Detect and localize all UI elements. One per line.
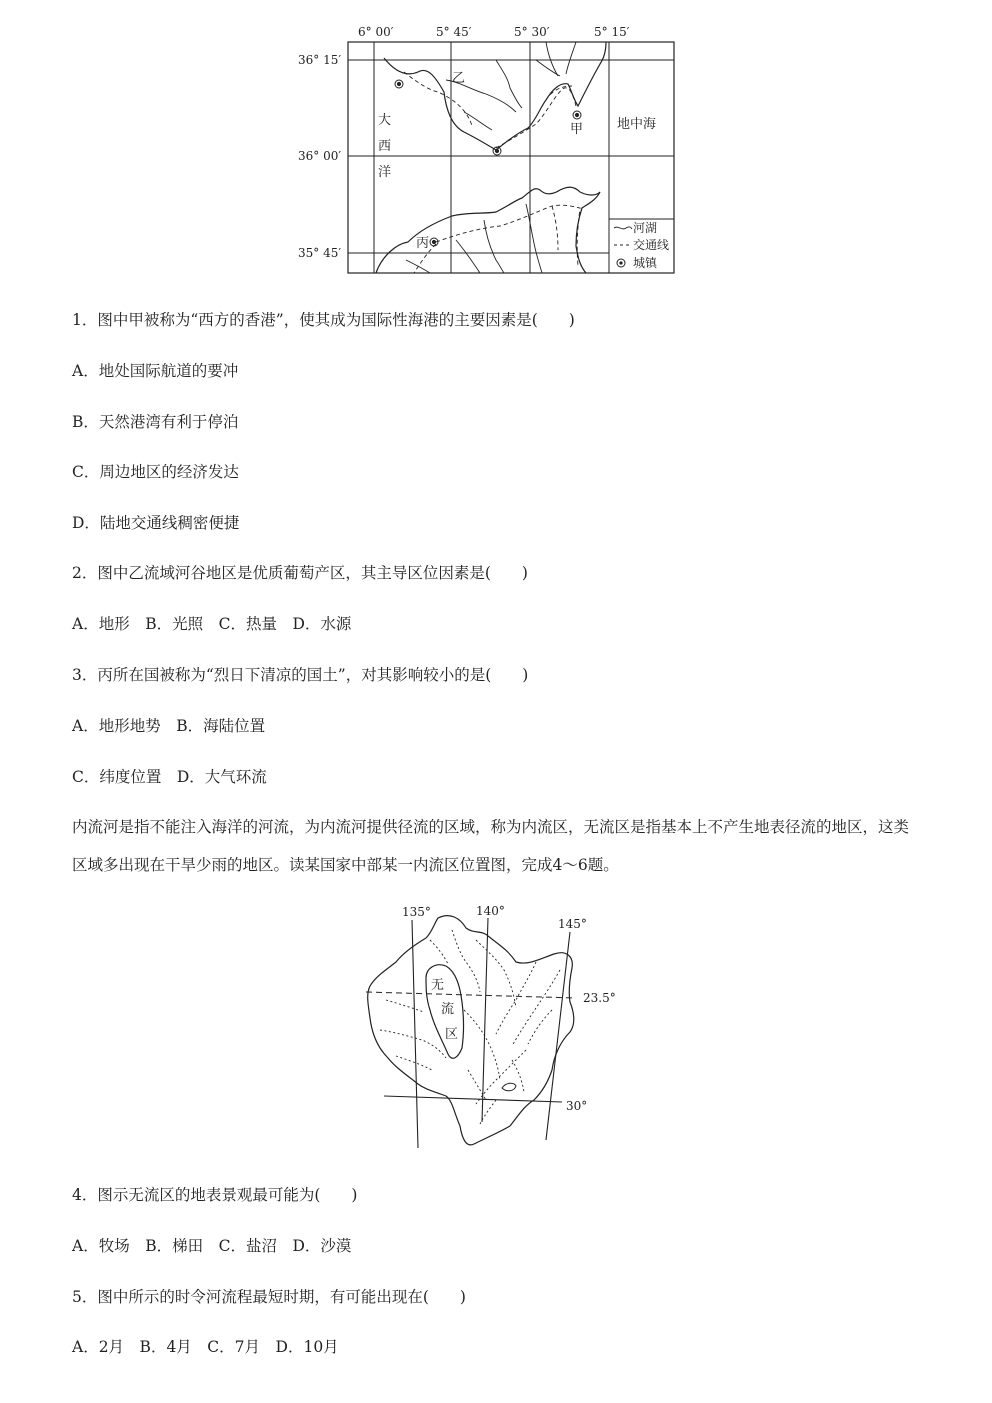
region-label-char-3: 区 <box>445 1027 459 1042</box>
map-legend <box>614 220 669 270</box>
morocco-transport <box>414 205 580 273</box>
reading-passage: 内流河是指不能注入海洋的河流，为内流河提供径流的区域，称为内流区，无流区是指基本上不产生地表径流的地区，这类区域多出现在干旱少雨的地区。读某国家中部某一内流区位置图，完成4～6题。 <box>72 818 910 874</box>
region-label-char-2: 流 <box>441 1002 455 1017</box>
lat-label-35-45: 35° 45′ <box>298 246 342 260</box>
map-figure-inland-basin <box>356 900 626 1152</box>
lat-label-30: 30° <box>566 1099 588 1113</box>
place-label-mediterranean: 地中海 <box>617 117 657 132</box>
meridians <box>412 918 570 1148</box>
legend-river-label: 河湖 <box>633 221 658 235</box>
map-figure-strait <box>296 20 696 282</box>
parallel-23-5 <box>366 992 576 998</box>
place-label-bing: 丙 <box>416 236 430 251</box>
town-markers <box>395 80 584 246</box>
question-1: 1．图中甲被称为“西方的香港”，使其成为国际性海港的主要因素是( ) <box>72 311 575 329</box>
question-5: 5．图中所示的时令河流程最短时期，有可能出现在( ) <box>72 1288 466 1306</box>
question-1-option-c: C．周边地区的经济发达 <box>72 463 239 481</box>
lat-label-23-5: 23.5° <box>583 991 616 1005</box>
small-lake <box>502 1083 516 1091</box>
spain-rivers <box>446 42 576 130</box>
basin-outline <box>368 916 574 1145</box>
question-4-options: A．牧场 B．梯田 C．盐沼 D．沙漠 <box>72 1237 352 1255</box>
lon-label-5-45: 5° 45′ <box>436 25 472 39</box>
river-legend-icon <box>614 227 632 229</box>
lon-label-135: 135° <box>402 905 431 919</box>
map-grid <box>348 42 674 273</box>
spain-transport <box>404 72 576 148</box>
lon-label-5-15: 5° 15′ <box>594 25 630 39</box>
region-label-char-1: 无 <box>431 978 445 993</box>
lon-label-140: 140° <box>476 904 505 918</box>
place-label-atlantic-1: 大 <box>378 113 392 128</box>
place-label-jia: 甲 <box>570 122 584 137</box>
lat-label-36-00: 36° 00′ <box>298 149 342 163</box>
legend-town-label: 城镇 <box>633 256 658 270</box>
seasonal-rivers <box>380 930 560 1124</box>
question-2-options: A．地形 B．光照 C．热量 D．水源 <box>72 615 352 633</box>
question-3: 3．丙所在国被称为“烈日下清凉的国土”，对其影响较小的是( ) <box>72 666 529 684</box>
question-3-options-cd: C．纬度位置 D．大气环流 <box>72 768 267 786</box>
question-5-options: A．2月 B．4月 C．7月 D．10月 <box>72 1338 339 1356</box>
lat-label-36-15: 36° 15′ <box>298 53 342 67</box>
lon-label-6-00: 6° 00′ <box>358 25 394 39</box>
place-label-atlantic-2: 西 <box>378 139 392 154</box>
place-label-yi: 乙 <box>452 71 466 86</box>
question-2: 2．图中乙流域河谷地区是优质葡萄产区，其主导区位因素是( ) <box>72 564 528 582</box>
question-1-option-d: D．陆地交通线稠密便捷 <box>72 514 240 532</box>
morocco-coastline <box>376 187 600 273</box>
lon-label-145: 145° <box>558 917 587 931</box>
question-3-options-ab: A．地形地势 B．海陆位置 <box>72 717 266 735</box>
lon-label-5-30: 5° 30′ <box>514 25 550 39</box>
legend-transport-label: 交通线 <box>633 238 670 252</box>
place-label-atlantic-3: 洋 <box>378 165 392 180</box>
question-4: 4．图示无流区的地表景观最可能为( ) <box>72 1186 358 1204</box>
question-1-option-b: B．天然港湾有利于停泊 <box>72 413 239 431</box>
question-1-option-a: A．地处国际航道的要冲 <box>72 362 239 380</box>
